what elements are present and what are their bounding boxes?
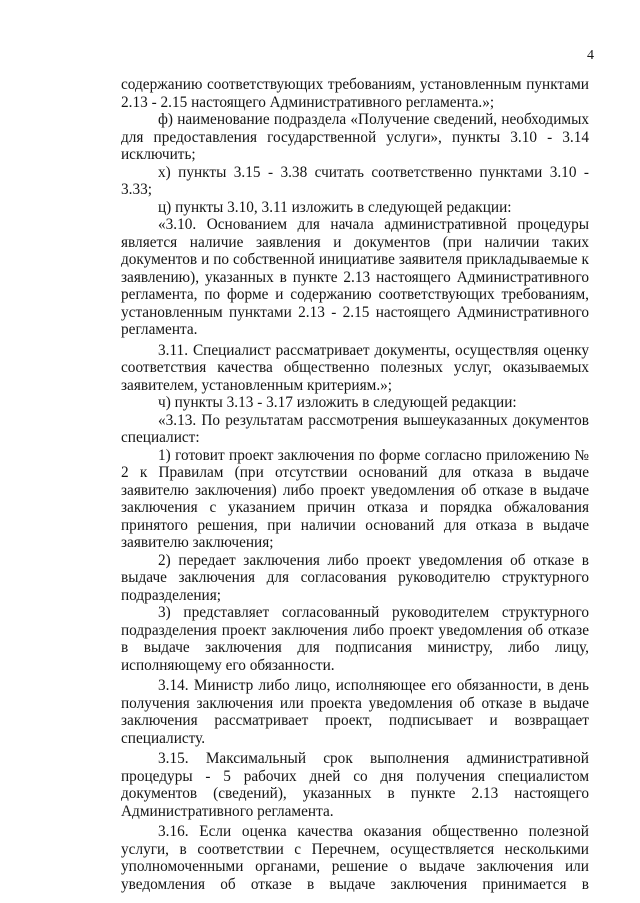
paragraph: 3) представляет согласованный руководителем структурного подразделения проект заключения либо проект уведомления об отказе в выдаче заключения для подписания министру, либо лицу, исполняющему его обязанности. — [121, 604, 589, 674]
paragraph: содержанию соответствующих требованиям, установленным пунктами 2.13 - 2.15 настоящего Административного регламента.»; — [121, 76, 589, 111]
paragraph: х) пункты 3.15 - 3.38 считать соответственно пунктами 3.10 - 3.33; — [121, 163, 589, 198]
page-number: 4 — [587, 48, 594, 63]
paragraph: 3.15. Максимальный срок выполнения административной процедуры - 5 рабочих дней со дня получения специалистом документов (сведений), указанных в пункте 2.13 настоящего Административного регламента. — [121, 750, 589, 820]
paragraph: ф) наименование подраздела «Получение сведений, необходимых для предоставления государственной услуги», пункты 3.10 - 3.14 исключить; — [121, 111, 589, 163]
paragraph: ч) пункты 3.13 - 3.17 изложить в следующей редакции: — [158, 394, 517, 411]
paragraph: «3.10. Основанием для начала административной процедуры является наличие заявления и документов (при наличии таких документов и по собственной инициативе заявителя прикладываемые к заявлению), указанных в пункте 2.13 настоящего Административного регламента, по форме и содержанию соответствующих требованиям, установленным пунктами 2.13 - 2.15 настоящего Административного регламента. — [121, 216, 589, 338]
paragraph: ц) пункты 3.10, 3.11 изложить в следующей редакции: — [158, 198, 512, 216]
paragraph: 3.11. Специалист рассматривает документы, осуществляя оценку соответствия качества общественно полезных услуг, оказываемых заявителем, установленным критериям.»; — [121, 341, 589, 394]
document-body — [121, 76, 589, 893]
paragraph: 3.14. Министр либо лицо, исполняющее его обязанности, в день получения заключения или проекта уведомления об отказе в выдаче заключения рассматривает проект, подписывает и возвращает специалисту. — [121, 677, 589, 747]
paragraph: 2) передает заключения либо проект уведомления об отказе в выдаче заключения для согласования руководителю структурного подразделения; — [121, 551, 589, 604]
paragraph: 1) готовит проект заключения по форме согласно приложению № 2 к Правилам (при отсутствии оснований для отказа в выдаче заявителю заключения) либо проект уведомления об отказе в выдаче заключения с указанием причин отказа и порядка обжалования принятого решения, при наличии оснований для отказа в выдаче заявителю заключения; — [121, 446, 589, 551]
paragraph: 3.16. Если оценка качества оказания общественно полезной услуги, в соответствии с Перечнем, осуществляется несколькими уполномоченными органами, решение о выдаче заключения или уведомления об отказе в выдаче заключения принимается в — [121, 823, 589, 893]
paragraph: «3.13. По результатам рассмотрения вышеуказанных документов специалист: — [121, 411, 589, 446]
